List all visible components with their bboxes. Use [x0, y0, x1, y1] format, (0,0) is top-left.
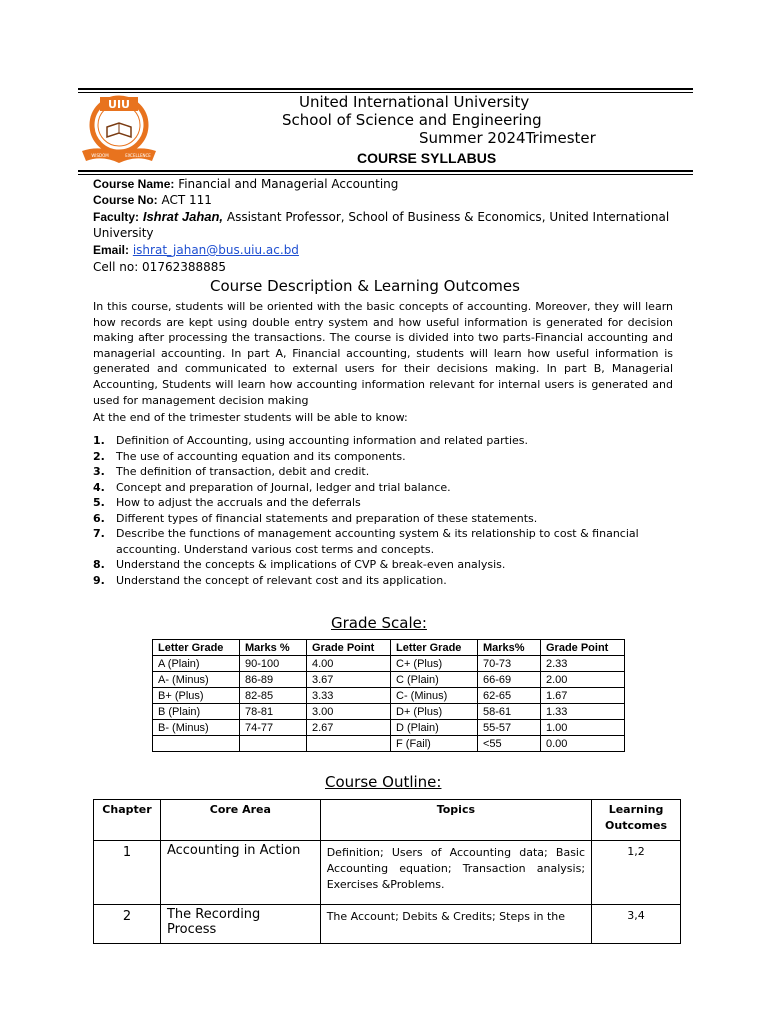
- outcome-number: 6.: [93, 511, 105, 525]
- course-name-line: [93, 177, 398, 191]
- faculty-title: Assistant Professor, School of Business & Economics, United International: [226, 210, 670, 224]
- outline-header-cell: Topics: [320, 800, 591, 841]
- grade-cell: 4.00: [307, 656, 391, 672]
- grade-cell: 1.33: [541, 704, 625, 720]
- grade-scale-table: [152, 639, 625, 752]
- description-paragraph: In this course, students will be oriented with the basic concepts of accounting. Moreover, they will learn how records are kept using double entry system and how useful information is generated for decision making after processing the transactions. The course is divided into two parts-Financial accounting and managerial accounting. In part A, Financial accounting, students will learn how useful information is generated and communicated to external users for their decisions making. In part B, Managerial Accounting, Students will learn how accounting information relevant for internal users is generated and used for management decision making: [93, 300, 673, 407]
- outline-header-cell: Core Area: [160, 800, 320, 841]
- outcome-text: Concept and preparation of Journal, ledger and trial balance.: [116, 480, 451, 494]
- grade-cell: C- (Minus): [391, 688, 478, 704]
- outline-chapter-cell: 2: [94, 905, 161, 944]
- grade-cell: D+ (Plus): [391, 704, 478, 720]
- outcome-item: [93, 433, 653, 449]
- grade-cell: D (Plain): [391, 720, 478, 736]
- outcome-item: [93, 464, 653, 480]
- outline-header-cell: Learning Outcomes: [592, 800, 681, 841]
- outline-row: [94, 905, 681, 944]
- email-line: [93, 243, 299, 257]
- outcome-text: The use of accounting equation and its components.: [116, 449, 406, 463]
- outline-outcomes-cell: 1,2: [592, 841, 681, 905]
- grade-header-cell: Marks %: [240, 640, 307, 656]
- outline-header-cell: Chapter: [94, 800, 161, 841]
- grade-scale-title: Grade Scale:: [331, 614, 427, 632]
- grade-row: [153, 720, 625, 736]
- trimester: Summer 2024Trimester: [419, 129, 596, 147]
- outline-outcomes-cell: 3,4: [592, 905, 681, 944]
- header-bottom-rule-2: [78, 174, 693, 175]
- outcome-number: 1.: [93, 434, 105, 447]
- grade-cell: 86-89: [240, 672, 307, 688]
- grade-cell: C (Plain): [391, 672, 478, 688]
- grade-row: [153, 656, 625, 672]
- grade-cell: 3.67: [307, 672, 391, 688]
- description-title: Course Description & Learning Outcomes: [210, 277, 520, 295]
- grade-row: [153, 688, 625, 704]
- university-logo: [80, 95, 158, 167]
- grade-header-cell: Grade Point: [541, 640, 625, 656]
- grade-cell: <55: [478, 736, 541, 752]
- grade-row: [153, 736, 625, 752]
- outcome-text: Understand the concepts & implications of CVP & break-even analysis.: [116, 558, 506, 571]
- logo-ribbon-left: WISDOM: [91, 153, 109, 158]
- header-bottom-rule: [78, 170, 693, 172]
- grade-cell: [307, 736, 391, 752]
- grade-header-cell: Grade Point: [307, 640, 391, 656]
- outcomes-intro: At the end of the trimester students will be able to know:: [93, 411, 408, 424]
- outcome-item: [93, 495, 653, 511]
- grade-cell: B+ (Plus): [153, 688, 240, 704]
- learning-outcomes-list: [93, 433, 653, 588]
- email-link[interactable]: ishrat_jahan@bus.uiu.ac.bd: [132, 243, 299, 257]
- outcome-item: [93, 511, 653, 527]
- cell-number: Cell no: 01762388885: [93, 260, 227, 274]
- course-name-label: Course Name:: [93, 177, 175, 191]
- grade-cell: 70-73: [478, 656, 541, 672]
- grade-cell: F (Fail): [391, 736, 478, 752]
- grade-header-cell: Marks%: [478, 640, 541, 656]
- course-name: Financial and Managerial Accounting: [178, 177, 399, 191]
- course-no-label: Course No:: [93, 193, 158, 207]
- logo-text: UIU: [108, 98, 130, 111]
- grade-cell: 66-69: [478, 672, 541, 688]
- outcome-text: Understand the concept of relevant cost and its application.: [116, 573, 447, 587]
- grade-cell: 90-100: [240, 656, 307, 672]
- grade-cell: 1.00: [541, 720, 625, 736]
- outline-topics-cell: Definition; Users of Accounting data; Basic Accounting equation; Transaction analysis; Exercises &Problems.: [320, 841, 591, 905]
- grade-cell: 0.00: [541, 736, 625, 752]
- outcome-text: Definition of Accounting, using accounting information and related parties.: [116, 434, 529, 447]
- outcome-item: [93, 557, 653, 573]
- faculty-name: Ishrat Jahan,: [142, 209, 224, 224]
- grade-cell: 55-57: [478, 720, 541, 736]
- outline-core-area-cell: Accounting in Action: [160, 841, 320, 905]
- outcome-item: [93, 480, 653, 496]
- grade-cell: B (Plain): [153, 704, 240, 720]
- grade-cell: 2.67: [307, 720, 391, 736]
- email-label: Email:: [93, 243, 130, 257]
- grade-cell: 78-81: [240, 704, 307, 720]
- course-no: ACT 111: [161, 193, 212, 207]
- outcome-number: 3.: [93, 465, 105, 478]
- outcome-text: The definition of transaction, debit and credit.: [116, 465, 370, 478]
- grade-row: [153, 704, 625, 720]
- outline-row: [94, 841, 681, 905]
- faculty-title-cont: University: [93, 226, 154, 240]
- grade-cell: A (Plain): [153, 656, 240, 672]
- grade-cell: 58-61: [478, 704, 541, 720]
- header-top-rule: [78, 88, 693, 90]
- grade-cell: A- (Minus): [153, 672, 240, 688]
- grade-row: [153, 672, 625, 688]
- outline-topics-cell: The Account; Debits & Credits; Steps in the: [320, 905, 591, 944]
- school-name: School of Science and Engineering: [282, 111, 542, 129]
- outcome-number: 7.: [93, 527, 105, 540]
- grade-cell: 62-65: [478, 688, 541, 704]
- outcome-number: 5.: [93, 496, 105, 509]
- outcome-text: Describe the functions of management accounting system & its relationship to cost & financial accounting. Understand various cost terms and concepts.: [116, 527, 639, 556]
- course-no-line: [93, 193, 212, 207]
- grade-cell: B- (Minus): [153, 720, 240, 736]
- course-outline-title: Course Outline:: [325, 773, 442, 791]
- university-name: United International University: [299, 93, 530, 111]
- outline-chapter-cell: 1: [94, 841, 161, 905]
- outcome-number: 8.: [93, 558, 105, 571]
- outcome-item: [93, 573, 653, 589]
- outcome-number: 4.: [93, 480, 105, 494]
- outcome-item: [93, 526, 653, 557]
- grade-cell: C+ (Plus): [391, 656, 478, 672]
- grade-cell: 2.33: [541, 656, 625, 672]
- course-outline-table: [93, 799, 681, 944]
- grade-cell: 1.67: [541, 688, 625, 704]
- grade-cell: 2.00: [541, 672, 625, 688]
- document-title: COURSE SYLLABUS: [357, 150, 497, 166]
- grade-cell: 3.33: [307, 688, 391, 704]
- outcome-item: [93, 449, 653, 465]
- grade-cell: 82-85: [240, 688, 307, 704]
- grade-cell: [240, 736, 307, 752]
- outcome-number: 9.: [93, 573, 105, 587]
- faculty-line: [93, 209, 669, 224]
- grade-cell: 74-77: [240, 720, 307, 736]
- grade-header-cell: Letter Grade: [391, 640, 478, 656]
- outcome-text: Different types of financial statements and preparation of these statements.: [116, 511, 538, 525]
- outcome-number: 2.: [93, 449, 105, 463]
- outline-core-area-cell: The Recording Process: [160, 905, 320, 944]
- outcome-text: How to adjust the accruals and the deferrals: [116, 496, 361, 509]
- grade-cell: 3.00: [307, 704, 391, 720]
- faculty-label: Faculty:: [93, 210, 140, 224]
- grade-header-cell: Letter Grade: [153, 640, 240, 656]
- grade-cell: [153, 736, 240, 752]
- logo-ribbon-right: EXCELLENCE: [125, 153, 151, 158]
